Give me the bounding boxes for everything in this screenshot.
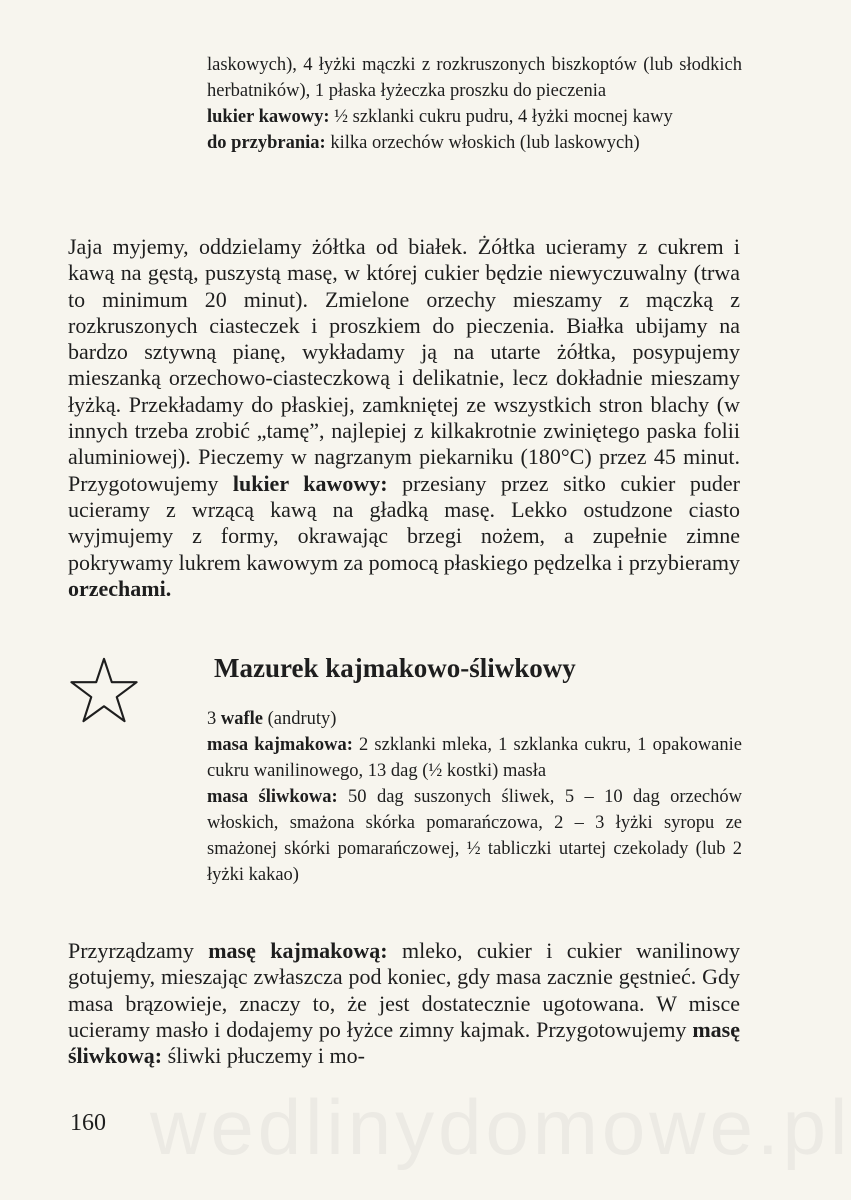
para2-bold-kajmak: masę kajmakową: — [208, 938, 388, 963]
ingredients-mazurek — [207, 706, 742, 888]
para2-bold-sliwki: masę śliwkową: — [68, 1016, 740, 1069]
ingredients-przybranie — [207, 130, 742, 156]
kajmak-label: masa kajmakowa: — [207, 735, 353, 755]
lukier-label: lukier kawowy: — [207, 107, 330, 127]
page-number: 160 — [70, 1110, 106, 1136]
para1-bold-orzechami: orzechami. — [68, 575, 172, 601]
kajmak-text: 2 szklanki mleka, 1 szklanka cukru, 1 opakowanie cukru wanilinowego, 13 dag (½ kostki) masła — [207, 735, 742, 781]
para2-text-c: śliwki płuczemy i mo- — [162, 1043, 365, 1069]
para1-text-b: przesiany przez sitko cukier puder ucieramy z wrzącą kawą na gładką masę. Lekko ostudzone ciasto wyjmujemy z formy, okrawając brzegi nożem, a zupełnie zimne pokrywamy lukrem kawowym za pomocą płaskiego pędzelka i przybieramy — [68, 470, 740, 575]
ingredients-line-1: laskowych), 4 łyżki mączki z rozkruszonych biszkoptów (lub słodkich herbatników), 1 płaska łyżeczka proszku do pieczenia — [207, 55, 742, 101]
para1-text-a: Jaja myjemy, oddzielamy żółtka od białek. Żółtka ucieramy z cukrem i kawą na gęstą, puszystą masę, w której cukier będzie niewyczuwalny (trwa to minimum 20 minut). Zmielone orzechy mieszamy z mączką z rozkruszonych ciasteczek i proszkiem do pieczenia. Białka ubijamy na bardzo sztywną pianę, wykładamy ją na utarte żółtka, posypujemy mieszanką orzechowo-ciasteczkową i delikatnie, lecz dokładnie mieszamy łyżką. Przekładamy do płaskiej, zamkniętej ze wszystkich stron blachy (w innych trzeba zrobić „tamę”, najlepiej z kilkakrotnie zwiniętego paska folii aluminiowej). Pieczemy w nagrzanym piekarniku (180°C) przez 45 minut. Przygotowujemy — [68, 234, 740, 496]
ingredients-sliwki — [207, 784, 742, 888]
wafle-count: 3 — [207, 709, 221, 729]
instructions-paragraph-1 — [68, 234, 740, 602]
para2-text-a: Przyrządzamy — [68, 938, 209, 963]
para2-text-b: mleko, cukier i cukier wanilinowy gotujemy, mieszając zwłaszcza pod koniec, gdy masa zacznie gęstnieć. Gdy masa brązowieje, znaczy to, że jest dostatecznie ugotowana. W misce ucieramy masło i dodajemy po łyżce zimny kajmak. Przygotowujemy — [68, 938, 740, 1042]
ingredients-lukier — [207, 104, 742, 130]
lukier-text: ½ szklanki cukru pudru, 4 łyżki mocnej kawy — [329, 107, 673, 127]
star-outline-icon — [68, 656, 140, 724]
ingredients-kajmak — [207, 732, 742, 784]
recipe-title: Mazurek kajmakowo-śliwkowy — [214, 653, 576, 683]
ingredients-top — [207, 52, 742, 156]
ingredients-wafle — [207, 706, 742, 732]
wafle-label: wafle — [220, 709, 263, 729]
instructions-paragraph-2 — [68, 938, 740, 1069]
przybranie-label: do przybrania: — [207, 133, 326, 153]
watermark: wedlinydomowe.pl — [150, 1083, 851, 1171]
przybranie-text: kilka orzechów włoskich (lub laskowych) — [325, 133, 640, 153]
sliwki-text: 50 dag suszonych śliwek, 5 – 10 dag orzechów włoskich, smażona skórka pomarańczowa, 2 – 3 łyżki syropu ze smażonej skórki pomarańczowej, ½ tabliczki utartej czekolady (lub 2 łyżki kakao) — [207, 787, 742, 885]
wafle-text: (andruty) — [263, 709, 337, 729]
sliwki-label: masa śliwkowa: — [207, 787, 338, 807]
para1-bold-lukier: lukier kawowy: — [232, 470, 388, 496]
